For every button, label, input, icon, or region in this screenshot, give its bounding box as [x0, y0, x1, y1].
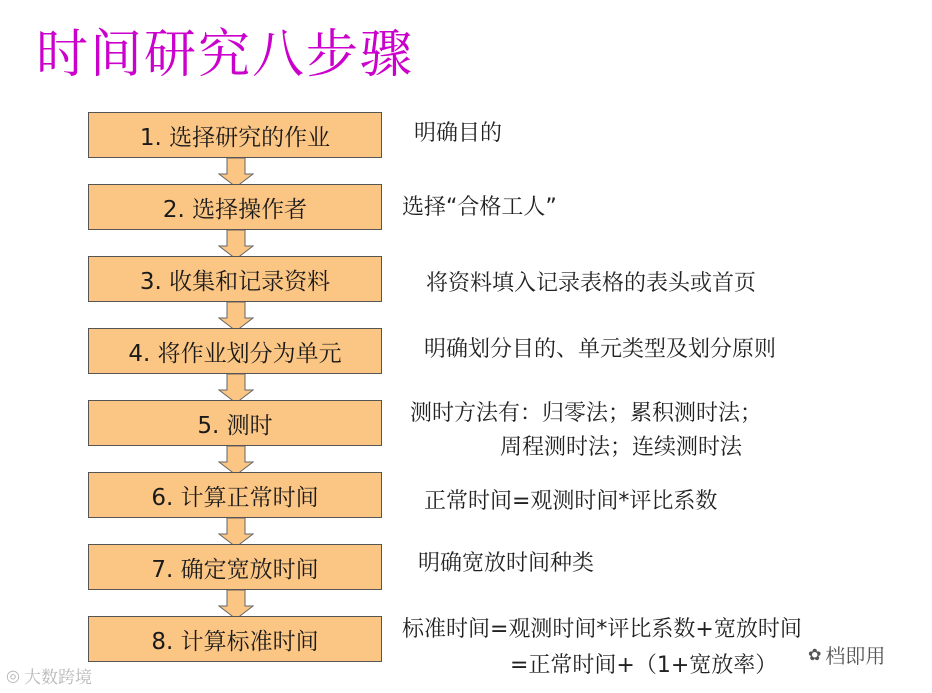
step-description-4: 明确划分目的、单元类型及划分原则 — [424, 337, 777, 362]
watermark-left — [6, 663, 92, 688]
step-box-7 — [88, 544, 382, 590]
step-label: 8. 计算标准时间 — [151, 628, 319, 655]
step-description-8-line-2: =正常时间+（1+宽放率） — [510, 653, 778, 678]
step-box-5 — [88, 400, 382, 446]
step-description-6: 正常时间=观测时间*评比系数 — [424, 489, 718, 514]
step-box-2 — [88, 184, 382, 230]
step-description-5-line-2: 周程测时法；连续测时法 — [500, 435, 743, 460]
step-box-1 — [88, 112, 382, 158]
step-box-3 — [88, 256, 382, 302]
weibo-logo-icon: ◎ — [6, 666, 20, 685]
watermark-right — [808, 640, 885, 669]
step-box-6 — [88, 472, 382, 518]
step-label: 2. 选择操作者 — [162, 196, 308, 223]
watermark-right-text: 档即用 — [825, 644, 886, 668]
step-description-8-line-1: 标准时间=观测时间*评比系数+宽放时间 — [402, 617, 802, 642]
page-title: 时间研究八步骤 — [36, 25, 415, 85]
step-description-2: 选择“合格工人” — [402, 195, 557, 220]
step-description-7: 明确宽放时间种类 — [418, 551, 595, 576]
step-label: 5. 测时 — [197, 412, 273, 439]
step-description-5-line-1: 测时方法有：归零法；累积测时法； — [410, 401, 763, 426]
step-box-4 — [88, 328, 382, 374]
wechat-logo-icon: ✿ — [808, 645, 822, 664]
step-description-3: 将资料填入记录表格的表头或首页 — [426, 271, 757, 296]
step-box-8 — [88, 616, 382, 662]
step-label: 6. 计算正常时间 — [151, 484, 319, 511]
watermark-left-text: 大数跨境 — [23, 668, 92, 688]
step-label: 4. 将作业划分为单元 — [128, 340, 342, 367]
step-label: 7. 确定宽放时间 — [151, 556, 319, 583]
step-label: 1. 选择研究的作业 — [139, 124, 331, 151]
step-label: 3. 收集和记录资料 — [139, 268, 331, 295]
step-description-1: 明确目的 — [414, 121, 503, 146]
